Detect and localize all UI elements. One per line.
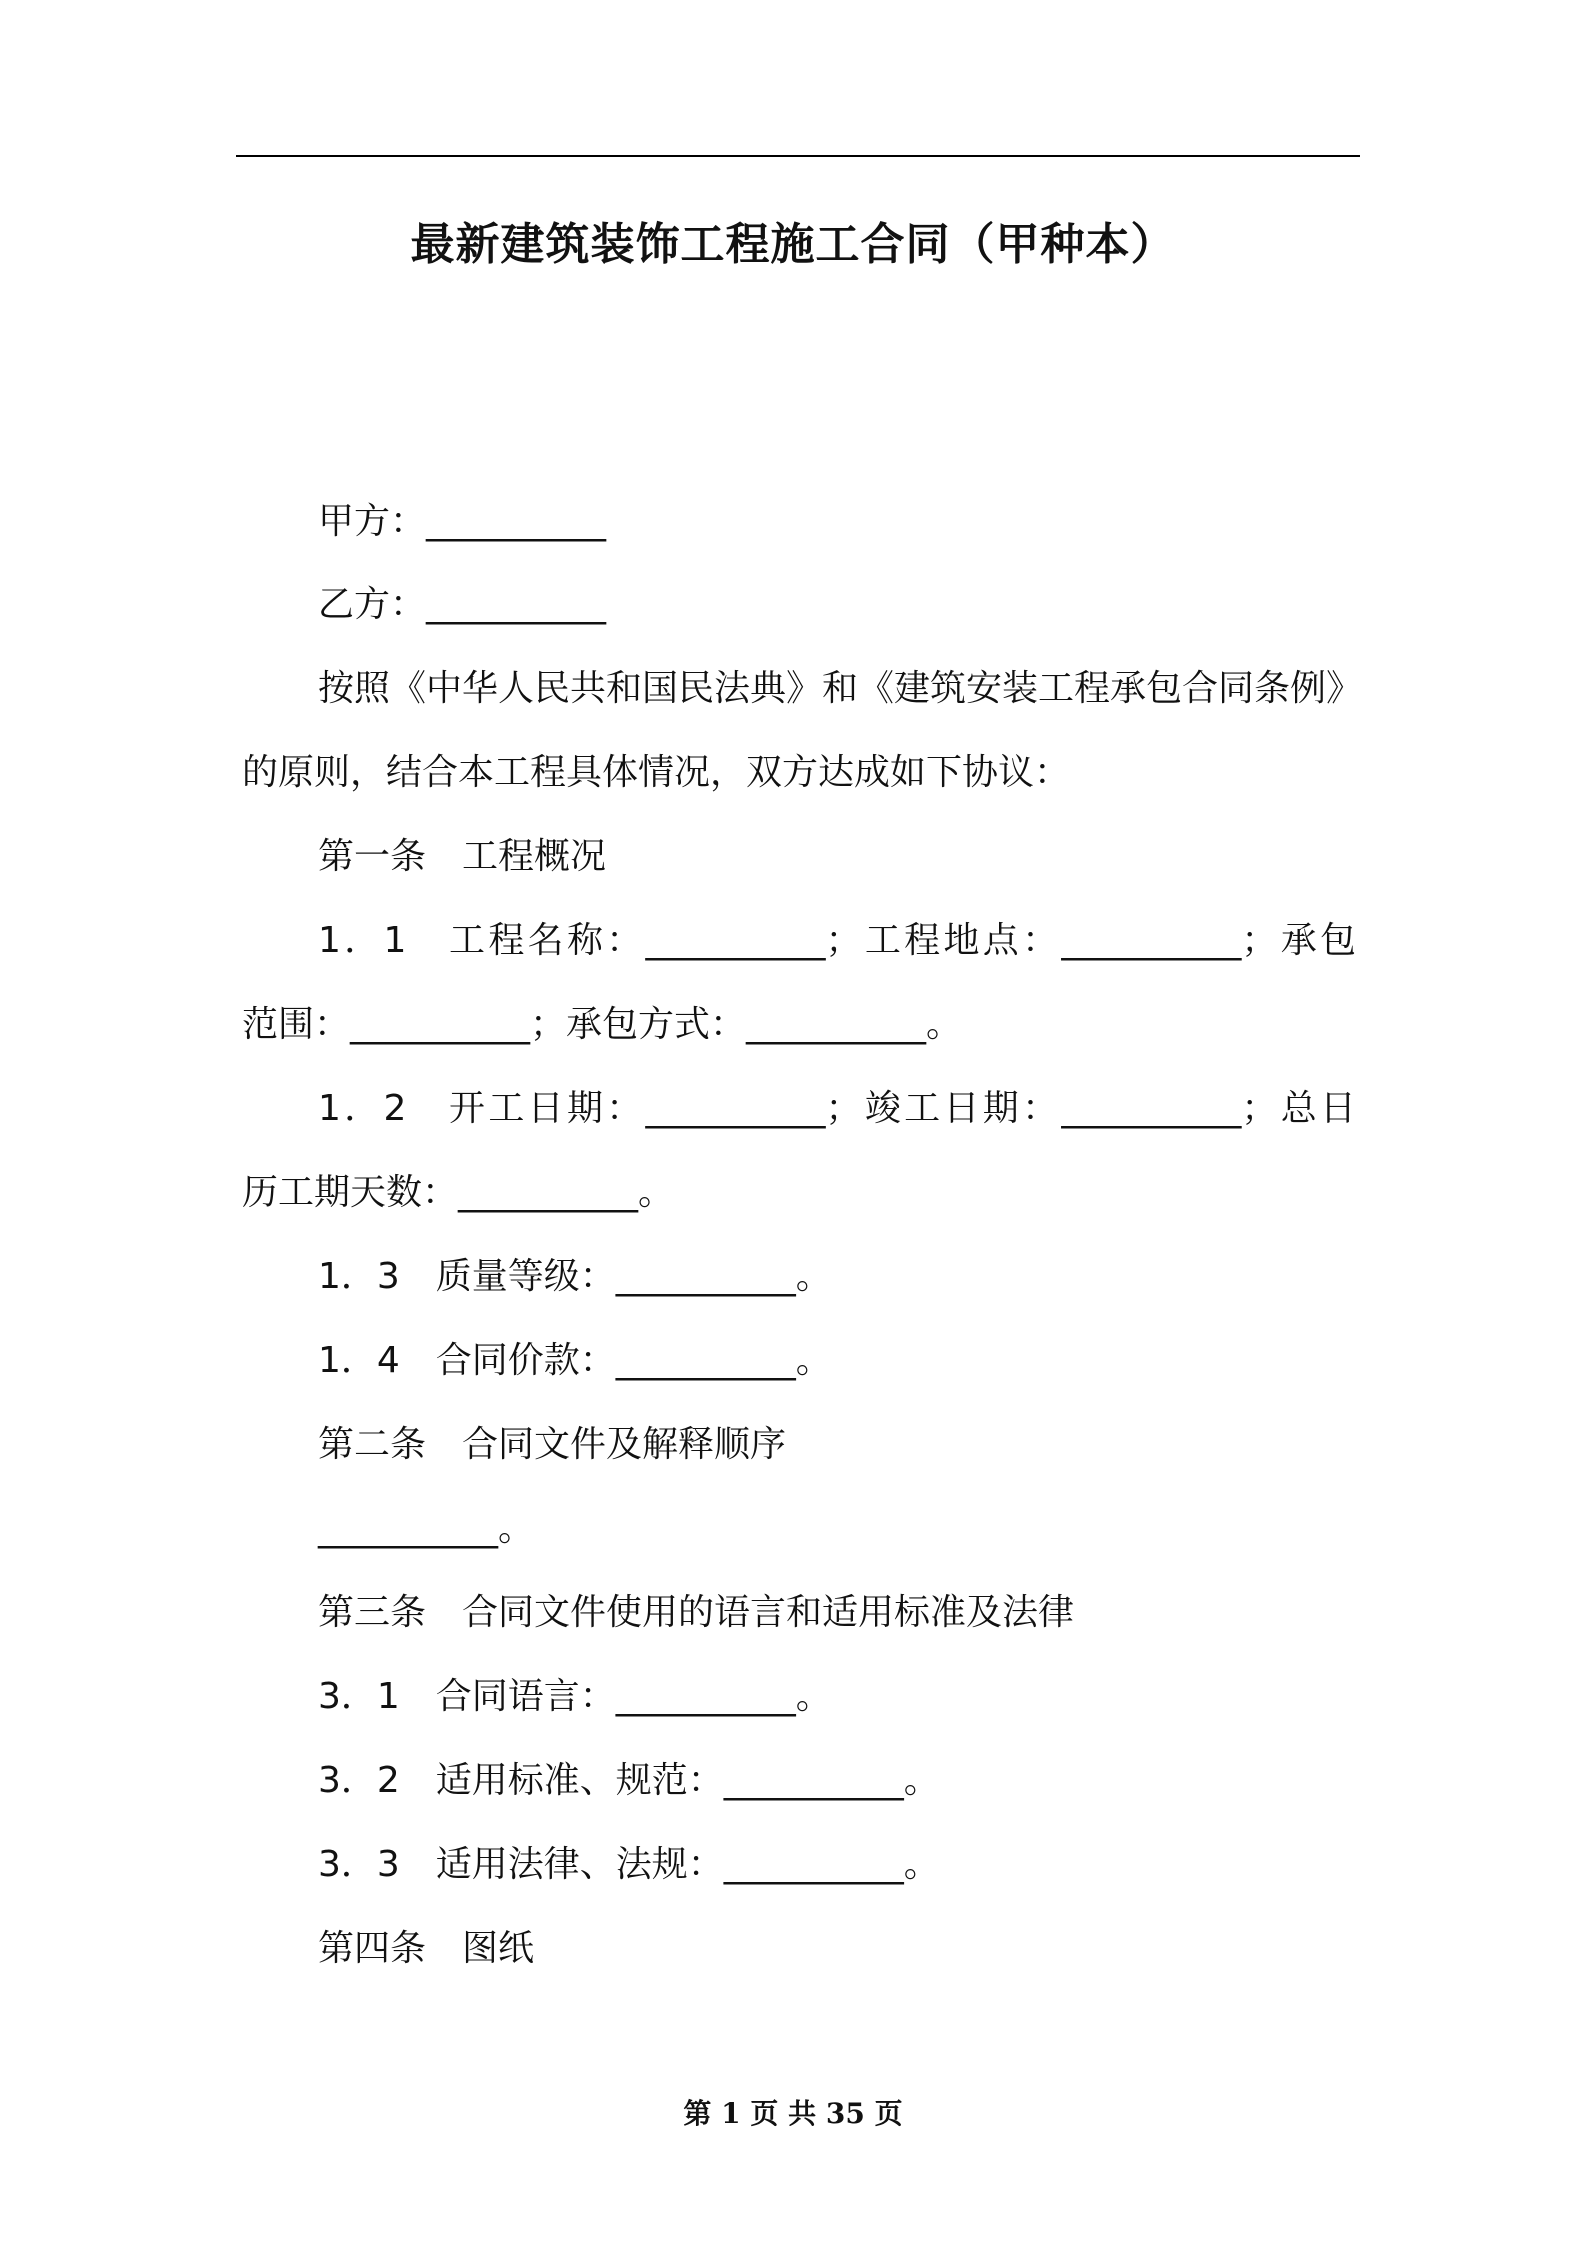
party-a-line: 甲方：__________ — [318, 501, 607, 542]
document-title: 最新建筑装饰工程施工合同（甲种本） — [410, 219, 1176, 270]
clause-1-1-line-2: 范围：__________；承包方式：__________。 — [242, 1004, 963, 1045]
clause-3-1: 3．1 合同语言：__________。 — [318, 1676, 832, 1717]
page-footer: 第 1 页 共 35 页 — [683, 2097, 903, 2130]
preamble-line-2: 的原则，结合本工程具体情况，双方达成如下协议： — [242, 752, 1071, 793]
clause-1-1-line-1: 1．1 工程名称：__________；工程地点：__________；承包 — [318, 920, 1356, 961]
clause-1-2-line-2: 历工期天数：__________。 — [242, 1172, 675, 1213]
article-4-heading: 第四条 图纸 — [318, 1928, 535, 1969]
clause-3-2: 3．2 适用标准、规范：__________。 — [318, 1760, 940, 1801]
clause-1-2-line-1: 1．2 开工日期：__________；竣工日期：__________；总日 — [318, 1088, 1356, 1129]
party-b-line: 乙方：__________ — [318, 584, 607, 625]
article-2-heading: 第二条 合同文件及解释顺序 — [318, 1424, 787, 1465]
clause-1-4: 1．4 合同价款：__________。 — [318, 1340, 832, 1381]
clause-1-3: 1．3 质量等级：__________。 — [318, 1256, 832, 1297]
article-3-heading: 第三条 合同文件使用的语言和适用标准及法律 — [318, 1592, 1075, 1633]
clause-3-3: 3．3 适用法律、法规：__________。 — [318, 1844, 940, 1885]
article-2-blank: __________。 — [318, 1508, 535, 1549]
header-rule — [236, 155, 1360, 157]
article-1-heading: 第一条 工程概况 — [318, 836, 607, 877]
preamble-line-1: 按照《中华人民共和国民法典》和《建筑安装工程承包合同条例》 — [318, 668, 1363, 709]
